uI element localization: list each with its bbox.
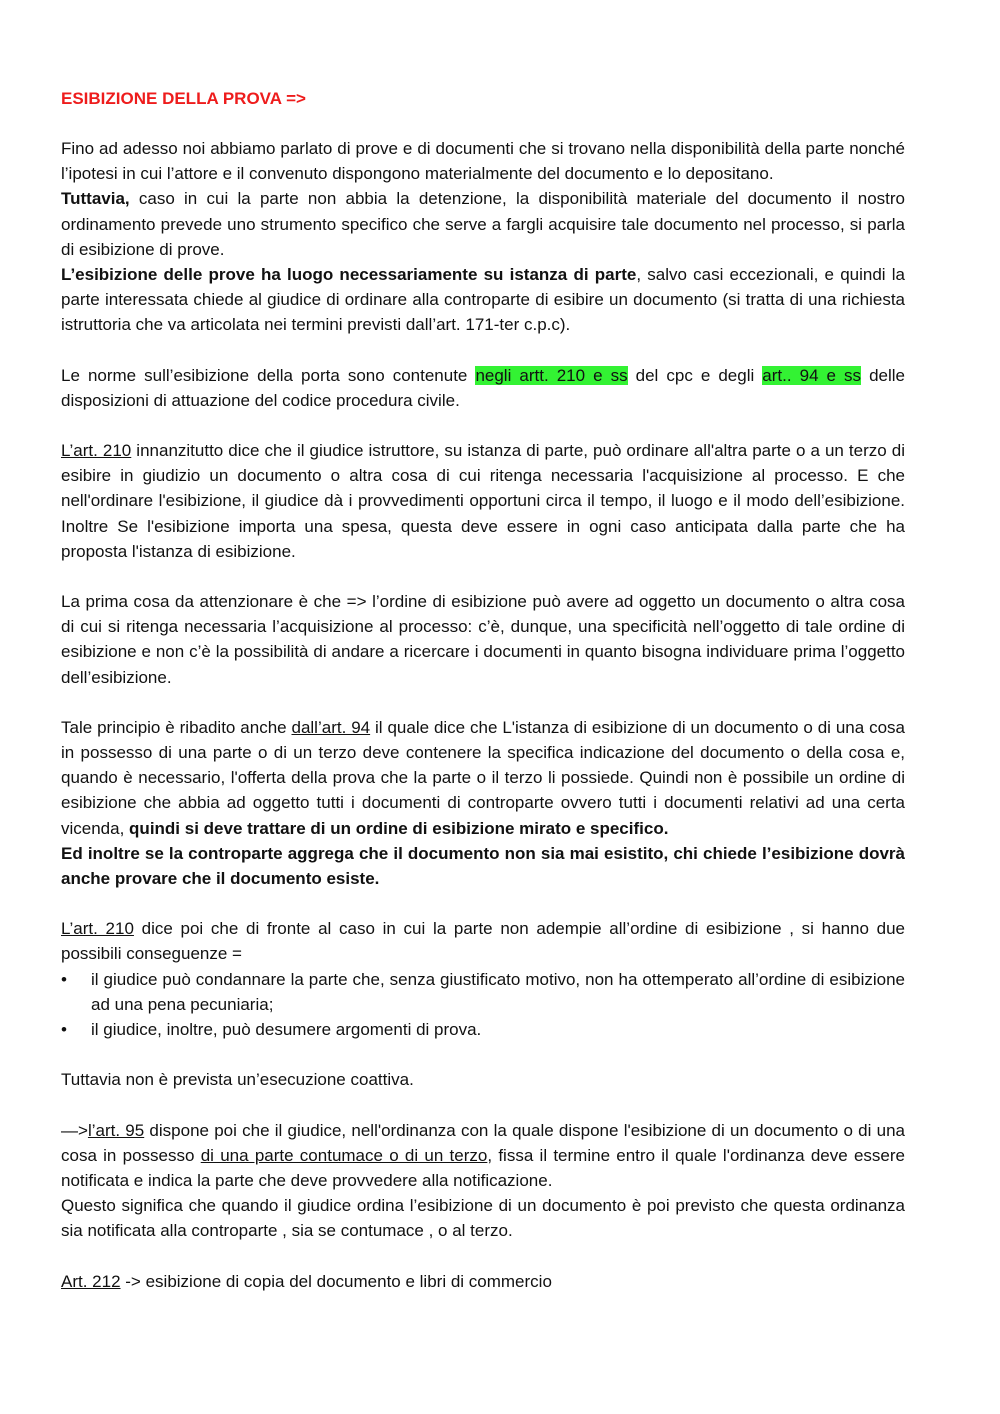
paragraph-istanza-di-parte: L’esibizione delle prove ha luogo necessariamente su istanza di parte, salvo casi eccezionali, e quindi la parte interessata chiede al giudice di ordinare alla controparte di esibire un documento (si tratta di una richiesta istruttoria che va articolata nei termini previsti dall’art. 171-ter c.p.c). (61, 265, 905, 335)
paragraph-art-212: Art. 212 -> esibizione di copia del documento e libri di commercio (61, 1271, 552, 1291)
article-reference: dall’art. 94 (291, 717, 371, 737)
paragraph-art-94: Tale principio è ribadito anche dall’art. 94 il quale dice che L'istanza di esibizione di un documento o di una cosa in possesso di una parte o di un terzo deve contenere la specifica indicazione del documento o della cosa e, quando è necessario, l'offerta della prova che la parte o il terzo li possiede. Quindi non è possibile un ordine di esibizione che abbia ad oggetto tutti i documenti di controparte ovvero tutti i documenti relativi ad una certa vicenda, quindi si deve trattare di un ordine di esibizione mirato e specifico. (61, 717, 905, 838)
paragraph-art-210: L’art. 210 innanzitutto dice che il giudice istruttore, su istanza di parte, può ordinare all'altra parte o a un terzo di esibire in giudizio un documento o altra cosa di cui ritenga necessaria l'acquisizione al processo. E che nell'ordinare l'esibizione, il giudice dà i provvedimenti opportuni circa il tempo, il luogo e il modo dell’esibizione. Inoltre Se l'esibizione importa una spesa, questa deve essere in ogni caso anticipata dalla parte che ha proposta l'istanza di esibizione. (61, 441, 905, 561)
bold-lead: L’esibizione delle prove ha luogo necessariamente su istanza di parte (61, 265, 637, 285)
paragraph-esecuzione: Tuttavia non è prevista un’esecuzione coattiva. (61, 1070, 414, 1090)
article-reference: L’art. 210 (61, 919, 134, 939)
section-title: ESIBIZIONE DELLA PROVA => (61, 89, 306, 108)
bullet-icon: • (61, 969, 67, 989)
article-reference: l’art. 95 (87, 1120, 145, 1140)
paragraph-art-95: —>l’art. 95 dispone poi che il giudice, nell'ordinanza con la quale dispone l'esibizione di un documento o di una cosa in possesso di una parte contumace o di un terzo, fissa il termine entro il quale l'ordinanza deve essere notificata e indica la parte che deve provvedere alla notificazione. (61, 1120, 905, 1190)
list-item: • il giudice, inoltre, può desumere argomenti di prova. (61, 1017, 905, 1042)
consequences-list (61, 967, 905, 1043)
paragraph-conseguenze: L’art. 210 dice poi che di fronte al caso in cui la parte non adempie all’ordine di esibizione , si hanno due possibili conseguenze = (61, 919, 905, 964)
bold-conclusion: quindi si deve trattare di un ordine di esibizione mirato e specifico. (129, 818, 669, 838)
highlight-art-94: art.. 94 e ss (762, 365, 862, 385)
paragraph-norme: Le norme sull’esibizione della porta sono contenute negli artt. 210 e ss del cpc e degli art.. 94 e ss delle disposizioni di attuazione del codice procedura civile. (61, 365, 906, 410)
paragraph-prima-cosa: La prima cosa da attenzionare è che => l’ordine di esibizione può avere ad oggetto un documento o altra cosa di cui si ritenga necessaria l’acquisizione al processo: c’è, dunque, una specificità nell’oggetto di tale ordine di esibizione e non c’è la possibilità di andare a ricercare i documenti in quanto bisogna individuare prima l’oggetto dell’esibizione. (61, 592, 905, 687)
paragraph-tuttavia: Tuttavia, caso in cui la parte non abbia la detenzione, la disponibilità materiale del documento il nostro ordinamento prevede uno strumento specifico che serve a fargli acquisire tale documento nel processo, si parla di esibizione di prove. (61, 189, 905, 259)
paragraph-intro: Fino ad adesso noi abbiamo parlato di prove e di documenti che si trovano nella disponibilità della parte nonché l’ipotesi in cui l’attore e il convenuto dispongono materialmente del documento e lo depositano. (61, 139, 905, 184)
paragraph-bold-note: Ed inoltre se la controparte aggrega che il documento non sia mai esistito, chi chiede l’esibizione dovrà anche provare che il documento esiste. (61, 843, 905, 889)
bold-lead: Tuttavia, (61, 189, 130, 209)
underlined-phrase: di una parte contumace o di un terzo (200, 1145, 488, 1165)
bullet-icon: • (61, 1020, 67, 1040)
article-reference: L’art. 210 (61, 441, 132, 461)
highlight-artt-210: negli artt. 210 e ss (475, 365, 628, 385)
article-reference: Art. 212 (61, 1271, 121, 1291)
paragraph-notifica: Questo significa che quando il giudice ordina l’esibizione di un documento è poi previsto che questa ordinanza sia notificata alla controparte , sia se contumace , o al terzo. (61, 1196, 905, 1241)
list-item: • il giudice può condannare la parte che, senza giustificato motivo, non ha ottemperato all’ordine di esibizione ad una pena pecuniaria; (61, 967, 905, 1017)
